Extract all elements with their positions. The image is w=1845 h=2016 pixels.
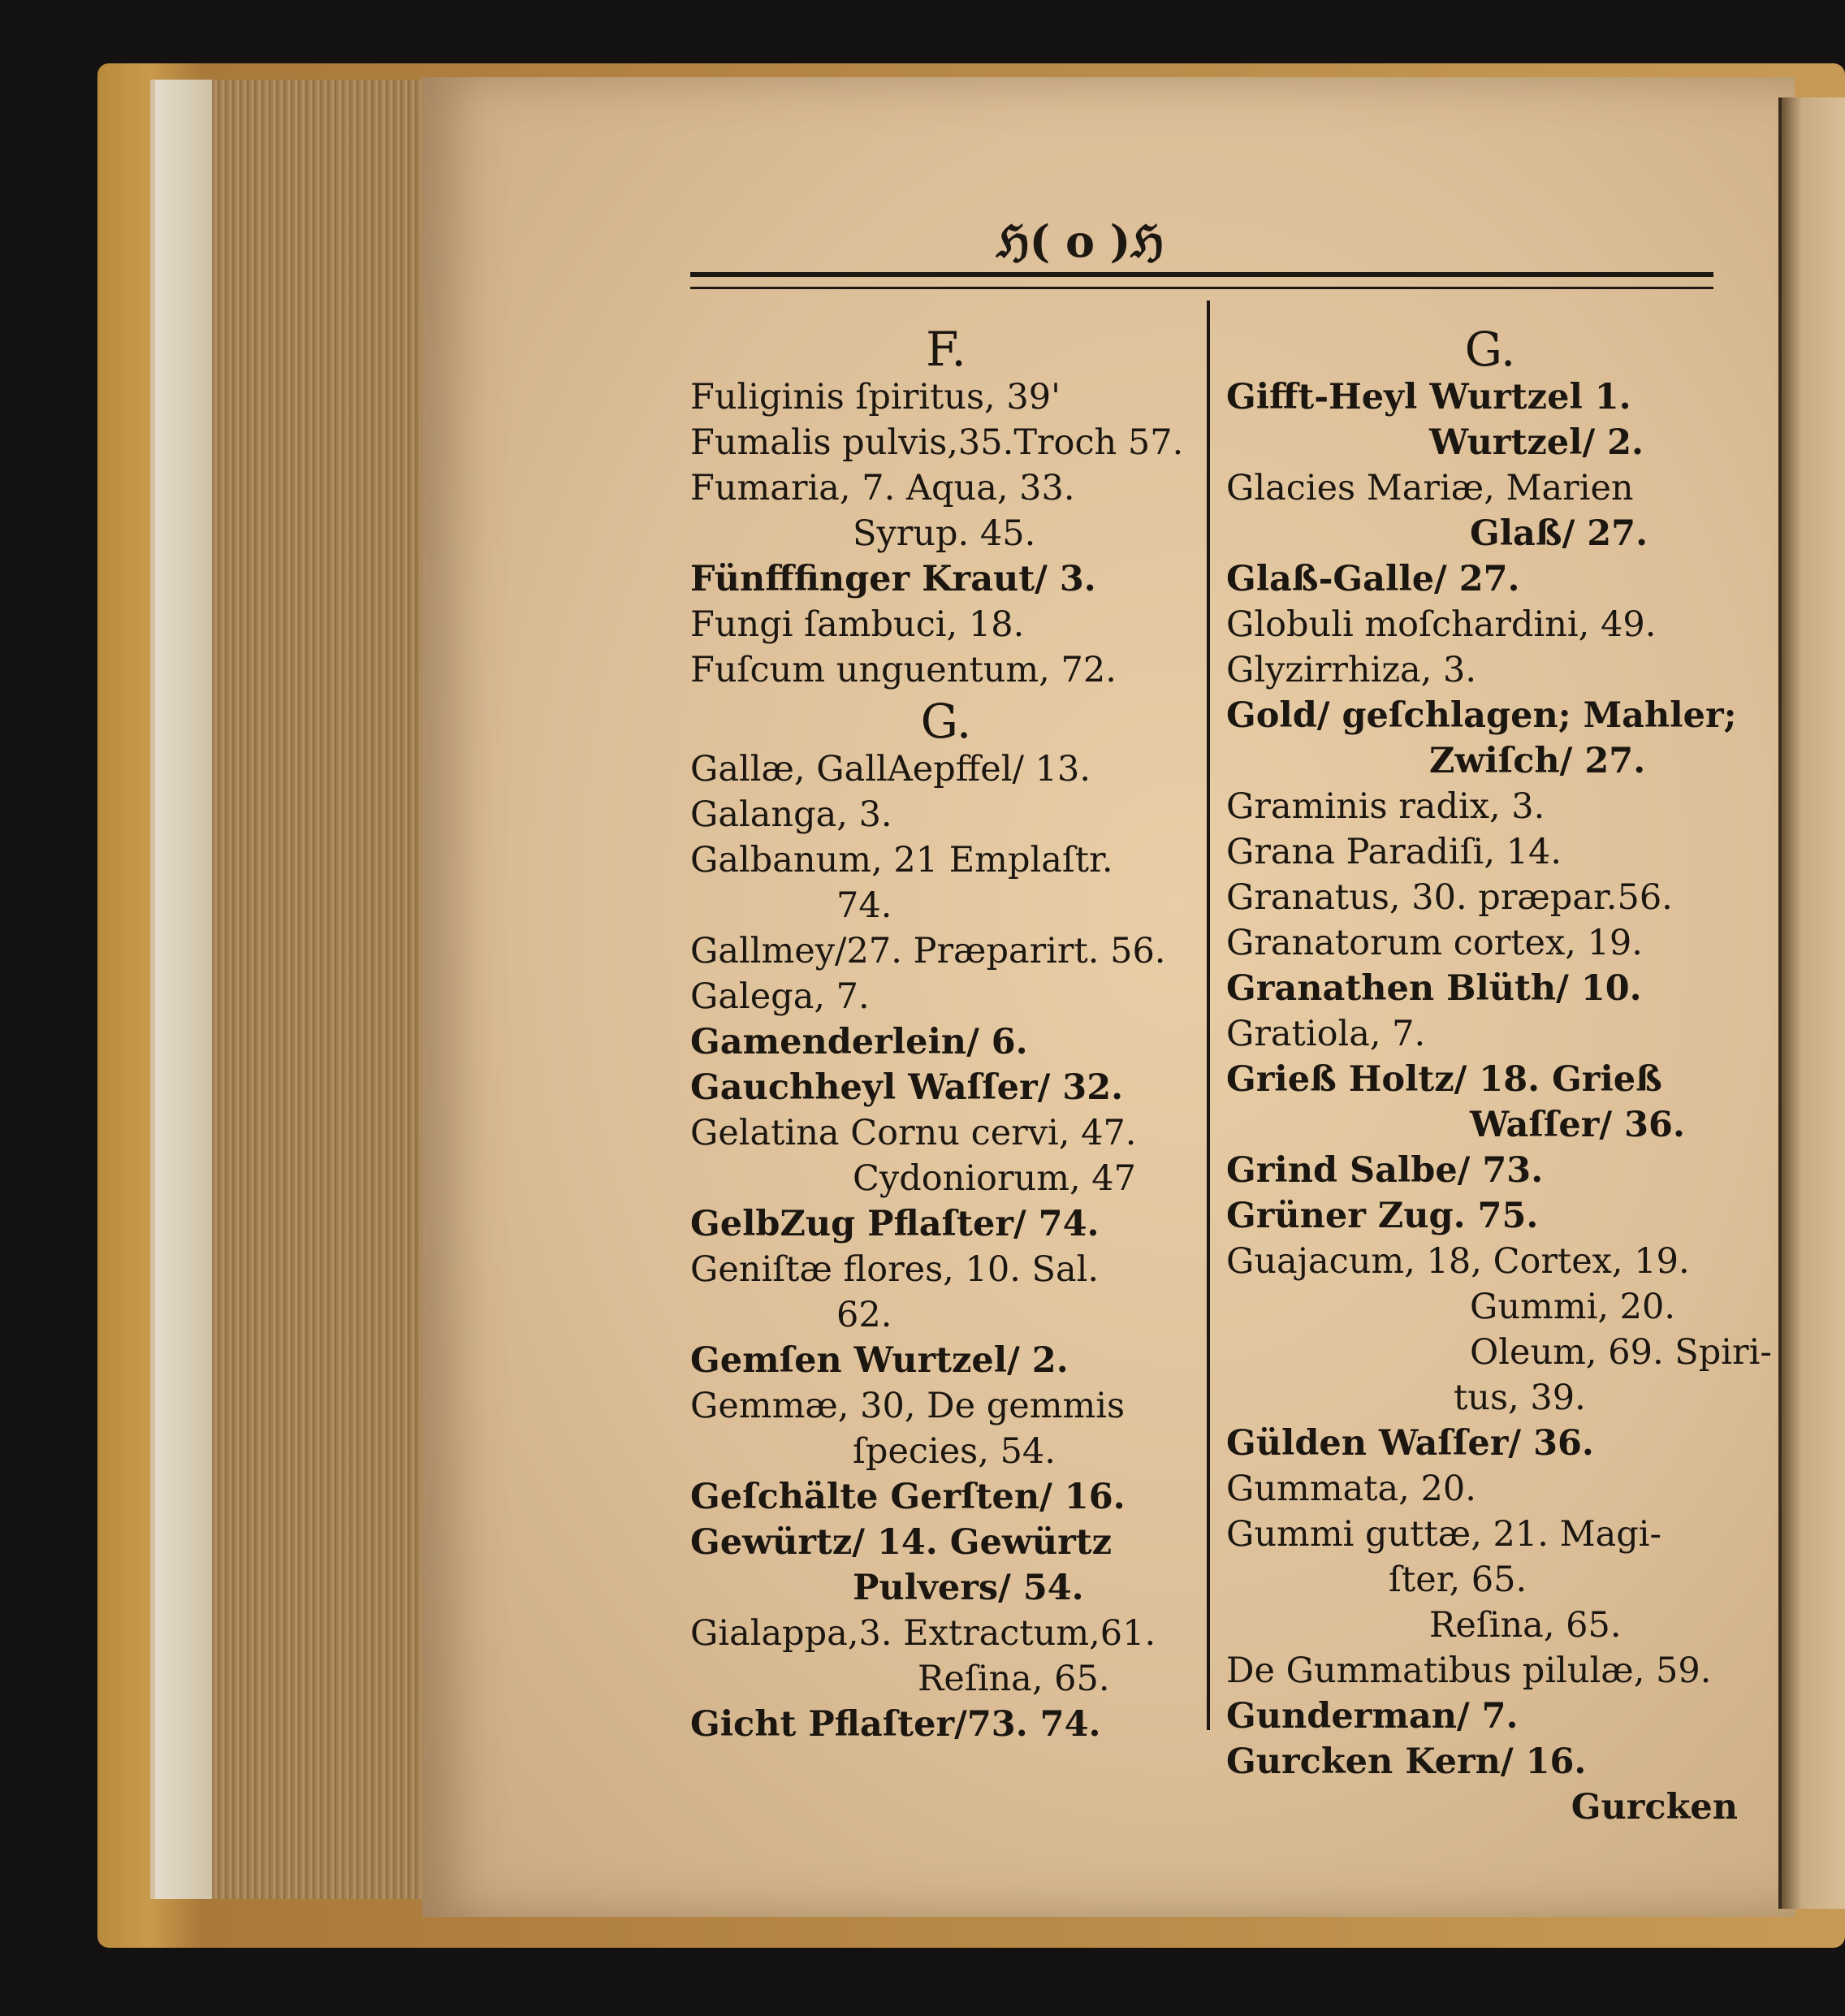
index-entry: De Gummatibus pilulæ, 59. — [1226, 1650, 1712, 1691]
index-entry: Grüner Zug. 75. — [1226, 1196, 1539, 1236]
index-entry: Gummi, 20. — [1470, 1287, 1676, 1327]
column-divider — [1207, 301, 1210, 1730]
page-edges — [150, 80, 435, 1899]
index-entry: Gialappa,3. Extractum,61. — [690, 1613, 1156, 1654]
index-entry: Gauchheyl Waſſer/ 32. — [690, 1067, 1124, 1108]
index-entry: Gummata, 20. — [1226, 1469, 1476, 1509]
index-entry: Wurtzel/ 2. — [1429, 422, 1644, 463]
index-entry: Fuſcum unguentum, 72. — [690, 650, 1117, 690]
index-entry: Gamenderlein/ 6. — [690, 1022, 1028, 1062]
index-entry: GelbZug Pflaſter/ 74. — [690, 1204, 1100, 1244]
index-entry: ſpecies, 54. — [853, 1431, 1056, 1472]
index-entry: Syrup. 45. — [853, 513, 1036, 554]
index-entry: Zwiſch/ 27. — [1429, 741, 1646, 781]
index-entry: Gold/ geſchlagen; Mahler; — [1226, 695, 1737, 736]
header-rule — [690, 272, 1713, 289]
index-entry: 62. — [836, 1295, 892, 1335]
index-entry: Guajacum, 18, Cortex, 19. — [1226, 1241, 1690, 1282]
index-entry: Glacies Mariæ, Marien — [1226, 468, 1634, 508]
index-entry: Fungi ſambuci, 18. — [690, 604, 1025, 645]
index-entry: Reſina, 65. — [1429, 1605, 1622, 1646]
index-entry: Gemſen Wurtzel/ 2. — [690, 1340, 1069, 1381]
index-entry: Gicht Pflaſter/73. 74. — [690, 1704, 1101, 1745]
index-entry: Globuli moſchardini, 49. — [1226, 604, 1657, 645]
index-entry: Grana Paradiſi, 14. — [1226, 832, 1562, 872]
facing-page-edge — [1778, 97, 1845, 1909]
index-entry: Gunderman/ 7. — [1226, 1696, 1519, 1737]
page-header-ornament: ℌ( o )ℌ — [996, 215, 1164, 267]
index-entry: Grind Salbe/ 73. — [1226, 1150, 1544, 1191]
index-entry: Granathen Blüth/ 10. — [1226, 968, 1642, 1009]
index-entry: Gallmey/27. Præparirt. 56. — [690, 931, 1166, 971]
index-entry: Gewürtz/ 14. Gewürtz — [690, 1522, 1113, 1563]
index-entry: Granatorum cortex, 19. — [1226, 923, 1643, 963]
index-entry: Fünfffinger Kraut/ 3. — [690, 559, 1096, 599]
index-entry: Gemmæ, 30, De gemmis — [690, 1386, 1126, 1426]
section-letter: G. — [1464, 322, 1516, 377]
index-entry: Gülden Waſſer/ 36. — [1226, 1423, 1594, 1464]
index-entry: Granatus, 30. præpar.56. — [1226, 877, 1673, 918]
index-entry: Galbanum, 21 Emplaſtr. — [690, 840, 1113, 880]
index-entry: Gurcken — [1571, 1787, 1738, 1828]
section-letter: G. — [920, 694, 972, 749]
index-entry: Grieß Holtz/ 18. Grieß — [1226, 1059, 1662, 1100]
index-entry: Reſina, 65. — [918, 1659, 1110, 1699]
index-entry: Glyzirrhiza, 3. — [1226, 650, 1477, 690]
index-column-left — [690, 321, 1202, 1747]
index-entry: Gallæ, GallAepffel/ 13. — [690, 749, 1091, 790]
index-column-right — [1226, 321, 1772, 1830]
index-entry: Geſchälte Gerſten/ 16. — [690, 1477, 1126, 1517]
index-entry: Galega, 7. — [690, 976, 870, 1017]
index-entry: Gelatina Cornu cervi, 47. — [690, 1113, 1137, 1153]
index-entry: Oleum, 69. Spiri- — [1470, 1332, 1772, 1373]
index-entry: 74. — [836, 885, 892, 926]
index-entry: Glaß-Galle/ 27. — [1226, 559, 1520, 599]
index-entry: Fumalis pulvis,35.Troch 57. — [690, 422, 1184, 463]
index-entry: ſter, 65. — [1389, 1560, 1527, 1600]
index-entry: Gurcken Kern/ 16. — [1226, 1741, 1587, 1782]
index-entry: Fuliginis ſpiritus, 39' — [690, 377, 1061, 417]
index-entry: Galanga, 3. — [690, 794, 892, 835]
index-entry: Gifft-Heyl Wurtzel 1. — [1226, 377, 1631, 417]
index-entry: Geniſtæ flores, 10. Sal. — [690, 1249, 1100, 1290]
index-entry: Glaß/ 27. — [1470, 513, 1648, 554]
index-entry: tus, 39. — [1454, 1378, 1586, 1418]
index-entry: Pulvers/ 54. — [853, 1568, 1084, 1608]
index-entry: Fumaria, 7. Aqua, 33. — [690, 468, 1075, 508]
index-entry: Cydoniorum, 47 — [853, 1158, 1137, 1199]
section-letter: F. — [926, 322, 966, 377]
index-entry: Gratiola, 7. — [1226, 1014, 1426, 1054]
index-entry: Waſſer/ 36. — [1470, 1105, 1685, 1145]
index-entry: Graminis radix, 3. — [1226, 786, 1545, 827]
index-entry: Gummi guttæ, 21. Magi- — [1226, 1514, 1662, 1555]
